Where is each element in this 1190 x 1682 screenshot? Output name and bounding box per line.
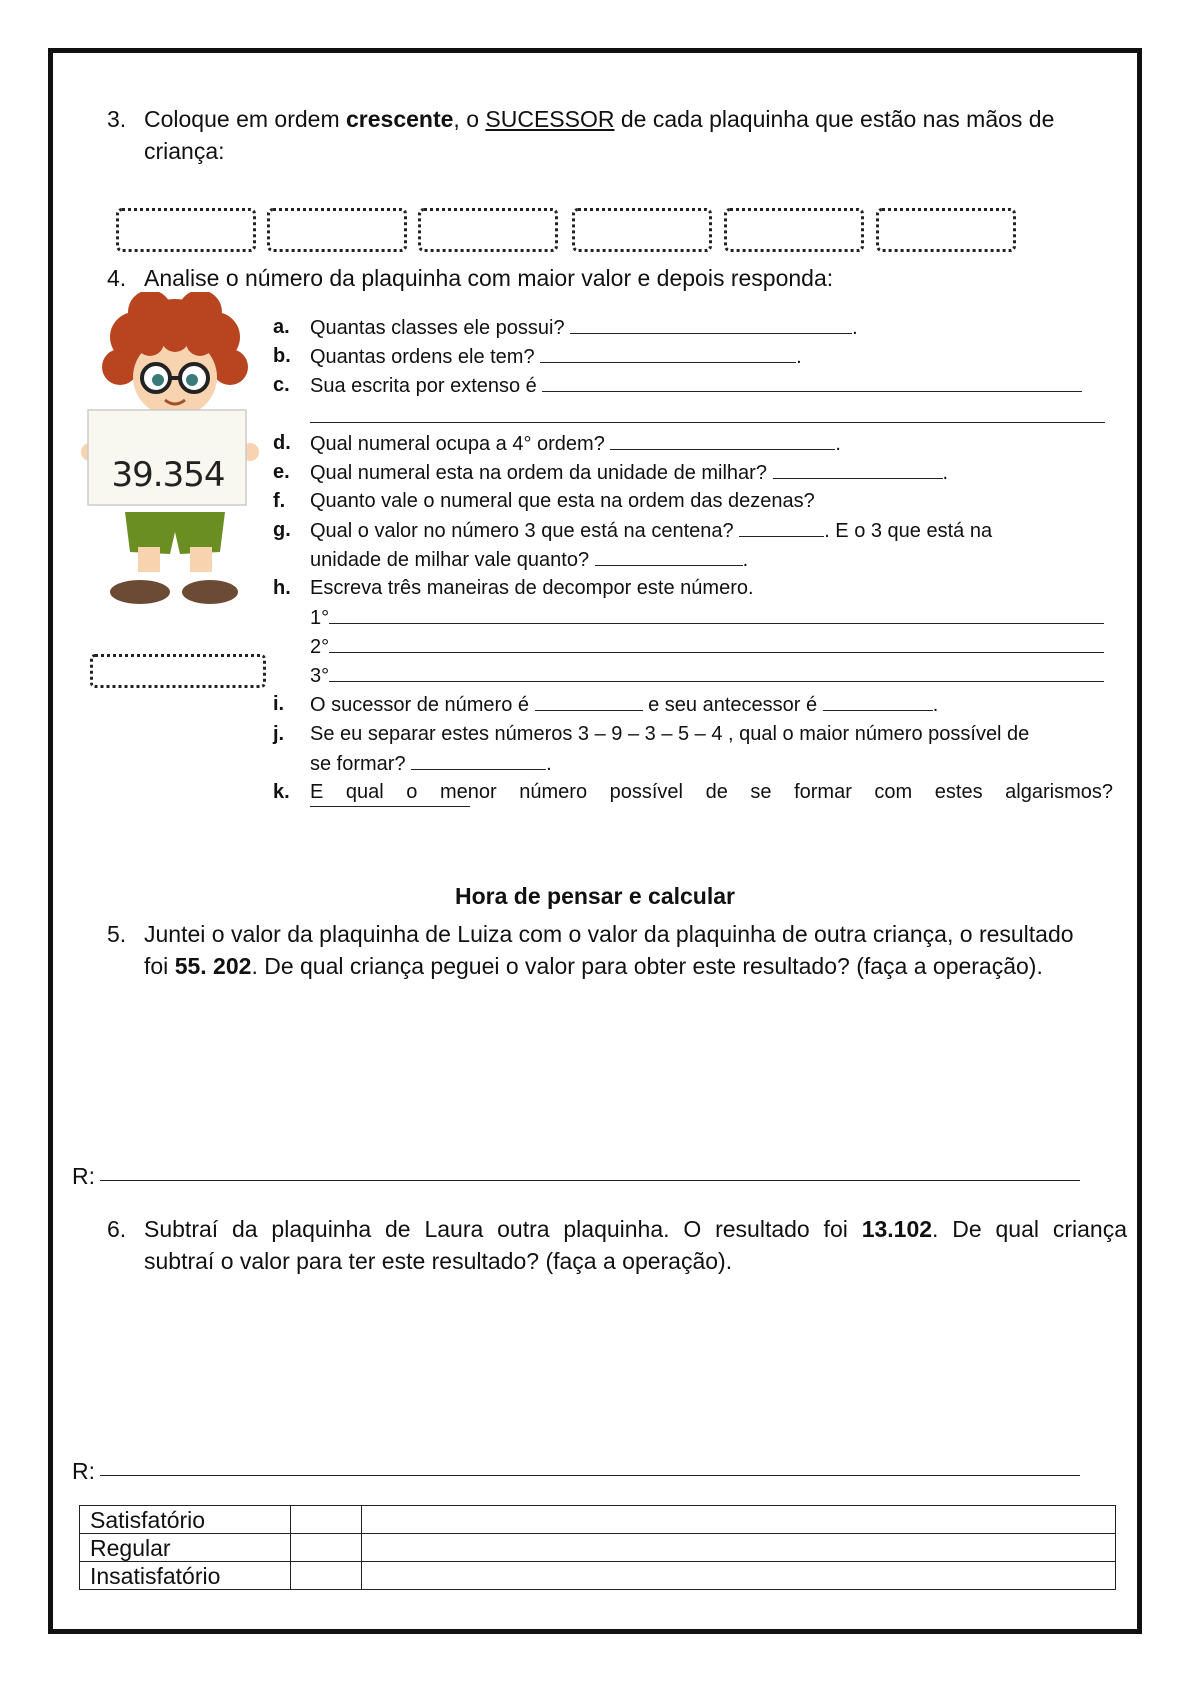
- question-text: Juntei o valor da plaquinha de Luiza com o valor da plaquinha de outra criança, o resultado: [144, 921, 1074, 947]
- evaluation-notes-cell[interactable]: [362, 1506, 1116, 1534]
- evaluation-check-cell[interactable]: [291, 1562, 362, 1590]
- evaluation-label: Satisfatório: [80, 1506, 291, 1534]
- answer-label: R:: [72, 1163, 95, 1189]
- question-text-line2: criança:: [144, 138, 225, 164]
- answer-line[interactable]: [542, 371, 1082, 392]
- answer-line[interactable]: [739, 516, 824, 537]
- evaluation-check-cell[interactable]: [291, 1506, 362, 1534]
- question-number: 3.: [107, 106, 127, 132]
- answer-line[interactable]: [610, 429, 835, 450]
- question-number: 6.: [107, 1216, 127, 1242]
- answer-line-k[interactable]: [310, 806, 470, 807]
- answer-line[interactable]: [329, 603, 1104, 624]
- evaluation-label: Regular: [80, 1534, 291, 1562]
- answer-label: R:: [72, 1458, 95, 1484]
- answer-line-q5[interactable]: [100, 1180, 1080, 1181]
- question-number: 5.: [107, 921, 127, 947]
- table-row: [80, 1534, 1116, 1562]
- evaluation-label: Insatisfatório: [80, 1562, 291, 1590]
- answer-box-illustration[interactable]: [90, 654, 266, 688]
- answer-box-3[interactable]: [418, 208, 558, 252]
- question-text: Subtraí da plaquinha de Laura outra plaquinha. O resultado foi 13.102. De qual criança: [144, 1216, 1127, 1242]
- answer-box-5[interactable]: [724, 208, 864, 252]
- sign-number: 39.354: [111, 455, 225, 495]
- table-row: [80, 1506, 1116, 1534]
- evaluation-notes-cell[interactable]: [362, 1534, 1116, 1562]
- answer-line[interactable]: [570, 313, 852, 334]
- answer-line-c2[interactable]: [310, 422, 1105, 423]
- answer-line[interactable]: [540, 342, 796, 363]
- answer-line[interactable]: [535, 690, 643, 711]
- answer-box-4[interactable]: [572, 208, 712, 252]
- question-number: 4.: [107, 265, 127, 291]
- question-text-line2: subtraí o valor para ter este resultado? (faça a operação).: [144, 1248, 733, 1274]
- answer-line[interactable]: [773, 458, 943, 479]
- question-text: Analise o número da plaquinha com maior valor e depois responda:: [144, 265, 834, 291]
- answer-line-q6[interactable]: [100, 1475, 1080, 1476]
- evaluation-check-cell[interactable]: [291, 1534, 362, 1562]
- answer-line[interactable]: [411, 749, 546, 770]
- answer-line[interactable]: [823, 690, 933, 711]
- section-title: Hora de pensar e calcular: [455, 883, 735, 909]
- answer-line[interactable]: [329, 632, 1104, 653]
- question-text-line2: foi 55. 202. De qual criança peguei o valor para obter este resultado? (faça a operação).: [144, 953, 1043, 979]
- answer-box-2[interactable]: [267, 208, 407, 252]
- answer-line[interactable]: [329, 661, 1104, 682]
- answer-line[interactable]: [595, 545, 743, 566]
- answer-box-6[interactable]: [876, 208, 1016, 252]
- evaluation-notes-cell[interactable]: [362, 1562, 1116, 1590]
- table-row: [80, 1562, 1116, 1590]
- question-text: Coloque em ordem crescente, o SUCESSOR de cada plaquinha que estão nas mãos de: [144, 106, 1055, 132]
- evaluation-table: [79, 1505, 1116, 1590]
- answer-box-1[interactable]: [116, 208, 256, 252]
